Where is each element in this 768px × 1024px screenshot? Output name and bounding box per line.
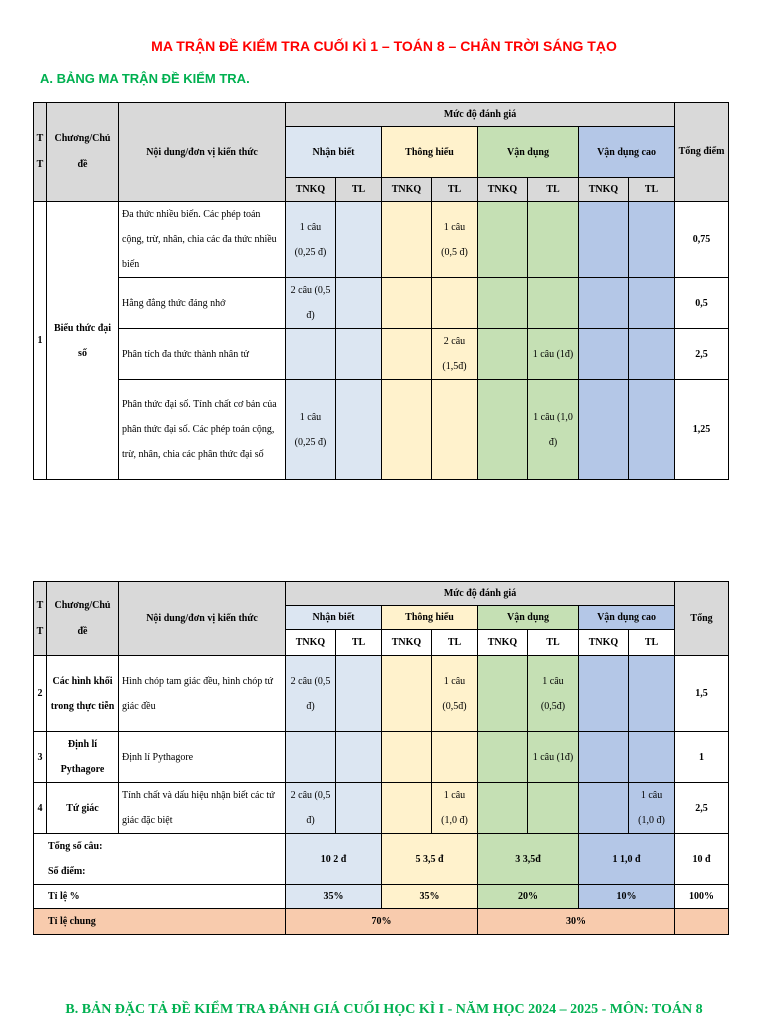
- header-mucdo: Mức độ đánh giá: [286, 103, 675, 127]
- cell-vd-tnkq: [478, 656, 528, 732]
- header-chuong: Chương/Chủ đề: [47, 582, 119, 656]
- cell-vdc-tl: [629, 732, 675, 783]
- cell-vd-tnkq: [478, 329, 528, 380]
- header-tnkq: TNKQ: [478, 630, 528, 656]
- cell-vdc-tnkq: [579, 202, 629, 278]
- totals-label-cau: Tổng số câu:: [48, 841, 103, 852]
- row-noidung: Đa thức nhiều biến. Các phép toán cộng, trừ, nhân, chia các đa thức nhiều biến: [119, 202, 286, 278]
- header-tl: TL: [629, 178, 675, 202]
- cell-vd-tnkq: [478, 783, 528, 834]
- cell-vdc-tnkq: [579, 732, 629, 783]
- cell-vd-tnkq: [478, 278, 528, 329]
- cell-vdc-tl: 1 câu (1,0 đ): [629, 783, 675, 834]
- cell-nb-tnkq: [286, 732, 336, 783]
- cell-nb-tnkq: 1 câu (0,25 đ): [286, 380, 336, 480]
- row-noidung: Phân thức đại số. Tính chất cơ bản của phân thức đại số. Các phép toán cộng, trừ, nhân, chia các phân thức đại số: [119, 380, 286, 480]
- cell-tong: 1,5: [675, 656, 729, 732]
- cell-nb-tnkq: 2 câu (0,5 đ): [286, 783, 336, 834]
- row-noidung: Hình chóp tam giác đều, hình chóp tứ giác đều: [119, 656, 286, 732]
- header-chuong: Chương/Chủ đề: [47, 103, 119, 202]
- header-tt: T T: [34, 582, 47, 656]
- totals-vd: 3 3,5đ: [478, 834, 579, 885]
- header-vandung: Vận dụng: [478, 606, 579, 630]
- header-tnkq: TNKQ: [478, 178, 528, 202]
- cell-nb-tl: [336, 202, 382, 278]
- tile-th: 35%: [382, 885, 478, 909]
- header-tongdiem: Tổng điểm: [675, 103, 729, 202]
- cell-vd-tl: [528, 278, 579, 329]
- cell-nb-tnkq: 2 câu (0,5 đ): [286, 656, 336, 732]
- header-mucdo: Mức độ đánh giá: [286, 582, 675, 606]
- cell-vd-tl: 1 câu (1,0 đ): [528, 380, 579, 480]
- header-tnkq: TNKQ: [579, 178, 629, 202]
- cell-nb-tnkq: 2 câu (0,5 đ): [286, 278, 336, 329]
- cell-tong: 0,5: [675, 278, 729, 329]
- cell-th-tl: 1 câu (0,5đ): [432, 656, 478, 732]
- cell-tong: 2,5: [675, 783, 729, 834]
- cell-nb-tl: [336, 380, 382, 480]
- cell-th-tnkq: [382, 732, 432, 783]
- cell-nb-tl: [336, 329, 382, 380]
- row-noidung: Hằng đẳng thức đáng nhớ: [119, 278, 286, 329]
- cell-vdc-tnkq: [579, 656, 629, 732]
- header-tl: TL: [432, 630, 478, 656]
- cell-vdc-tnkq: [579, 783, 629, 834]
- row-stt: 2: [34, 656, 47, 732]
- header-thonghieu: Thông hiểu: [382, 127, 478, 178]
- cell-th-tl: 2 câu (1,5đ): [432, 329, 478, 380]
- cell-vdc-tl: [629, 380, 675, 480]
- cell-th-tnkq: [382, 783, 432, 834]
- cell-vd-tl: [528, 202, 579, 278]
- cell-vdc-tnkq: [579, 380, 629, 480]
- cell-vdc-tl: [629, 278, 675, 329]
- cell-vdc-tnkq: [579, 329, 629, 380]
- matrix-table-1: [33, 102, 729, 480]
- cell-nb-tl: [336, 732, 382, 783]
- row-chuong: Các hình khối trong thực tiễn: [47, 656, 119, 732]
- tilechung-b: 30%: [478, 909, 675, 935]
- cell-vdc-tl: [629, 202, 675, 278]
- tilechung-empty: [675, 909, 729, 935]
- header-thonghieu: Thông hiểu: [382, 606, 478, 630]
- header-vandungcao: Vận dụng cao: [579, 127, 675, 178]
- cell-th-tl: 1 câu (0,5 đ): [432, 202, 478, 278]
- cell-vd-tl: [528, 783, 579, 834]
- tile-label: Tỉ lệ %: [34, 885, 286, 909]
- header-tnkq: TNKQ: [286, 178, 336, 202]
- header-vandung: Vận dụng: [478, 127, 579, 178]
- cell-vd-tnkq: [478, 732, 528, 783]
- header-tnkq: TNKQ: [382, 178, 432, 202]
- cell-vd-tnkq: [478, 202, 528, 278]
- row-stt: 1: [34, 202, 47, 480]
- cell-vdc-tnkq: [579, 278, 629, 329]
- header-vandungcao: Vận dụng cao: [579, 606, 675, 630]
- cell-tong: 1,25: [675, 380, 729, 480]
- tile-vdc: 10%: [579, 885, 675, 909]
- cell-vd-tl: 1 câu (0,5đ): [528, 656, 579, 732]
- totals-th: 5 3,5 đ: [382, 834, 478, 885]
- row-noidung: Phân tích đa thức thành nhân tử: [119, 329, 286, 380]
- matrix-table-2: [33, 581, 729, 935]
- cell-nb-tl: [336, 783, 382, 834]
- totals-label: [34, 834, 286, 885]
- tile-vd: 20%: [478, 885, 579, 909]
- cell-vd-tl: 1 câu (1đ): [528, 329, 579, 380]
- tile-nb: 35%: [286, 885, 382, 909]
- cell-nb-tl: [336, 278, 382, 329]
- cell-th-tnkq: [382, 329, 432, 380]
- cell-th-tnkq: [382, 380, 432, 480]
- header-nhanbiet: Nhận biết: [286, 606, 382, 630]
- header-tl: TL: [432, 178, 478, 202]
- row-chuong: Định lí Pythagore: [47, 732, 119, 783]
- cell-nb-tnkq: [286, 329, 336, 380]
- tilechung-label: Tỉ lệ chung: [34, 909, 286, 935]
- header-tl: TL: [528, 178, 579, 202]
- header-tnkq: TNKQ: [382, 630, 432, 656]
- header-noidung: Nội dung/đơn vị kiến thức: [119, 103, 286, 202]
- header-tl: TL: [528, 630, 579, 656]
- cell-tong: 2,5: [675, 329, 729, 380]
- totals-label-diem: Số điểm:: [48, 866, 86, 877]
- section-a-heading: A. BẢNG MA TRẬN ĐỀ KIỂM TRA.: [40, 71, 250, 86]
- cell-vdc-tl: [629, 329, 675, 380]
- totals-nb: 10 2 đ: [286, 834, 382, 885]
- cell-th-tnkq: [382, 278, 432, 329]
- row-stt: 4: [34, 783, 47, 834]
- cell-th-tl: [432, 278, 478, 329]
- cell-th-tl: [432, 732, 478, 783]
- cell-th-tnkq: [382, 202, 432, 278]
- totals-vdc: 1 1,0 đ: [579, 834, 675, 885]
- cell-th-tnkq: [382, 656, 432, 732]
- header-tt: T T: [34, 103, 47, 202]
- row-chuong: Tứ giác: [47, 783, 119, 834]
- cell-tong: 0,75: [675, 202, 729, 278]
- header-tnkq: TNKQ: [286, 630, 336, 656]
- document-title: MA TRẬN ĐỀ KIỂM TRA CUỐI KÌ 1 – TOÁN 8 – CHÂN TRỜI SÁNG TẠO: [151, 38, 617, 54]
- header-tl: TL: [336, 178, 382, 202]
- row-noidung: Định lí Pythagore: [119, 732, 286, 783]
- header-tl: TL: [629, 630, 675, 656]
- totals-tong: 10 đ: [675, 834, 729, 885]
- header-tl: TL: [336, 630, 382, 656]
- row-chuong: Biểu thức đại số: [47, 202, 119, 480]
- row-stt: 3: [34, 732, 47, 783]
- header-tnkq: TNKQ: [579, 630, 629, 656]
- row-noidung: Tính chất và dấu hiệu nhận biết các tứ giác đặc biệt: [119, 783, 286, 834]
- cell-vd-tnkq: [478, 380, 528, 480]
- cell-vd-tl: 1 câu (1đ): [528, 732, 579, 783]
- tile-tong: 100%: [675, 885, 729, 909]
- tilechung-a: 70%: [286, 909, 478, 935]
- cell-nb-tnkq: 1 câu (0,25 đ): [286, 202, 336, 278]
- header-tong: Tổng: [675, 582, 729, 656]
- cell-nb-tl: [336, 656, 382, 732]
- cell-th-tl: [432, 380, 478, 480]
- header-noidung: Nội dung/đơn vị kiến thức: [119, 582, 286, 656]
- header-nhanbiet: Nhận biết: [286, 127, 382, 178]
- cell-th-tl: 1 câu (1,0 đ): [432, 783, 478, 834]
- cell-vdc-tl: [629, 656, 675, 732]
- section-b-heading: B. BẢN ĐẶC TẢ ĐỀ KIỂM TRA ĐÁNH GIÁ CUỐI HỌC KÌ I - NĂM HỌC 2024 – 2025 - MÔN: TOÁN 8: [65, 1002, 703, 1017]
- cell-tong: 1: [675, 732, 729, 783]
